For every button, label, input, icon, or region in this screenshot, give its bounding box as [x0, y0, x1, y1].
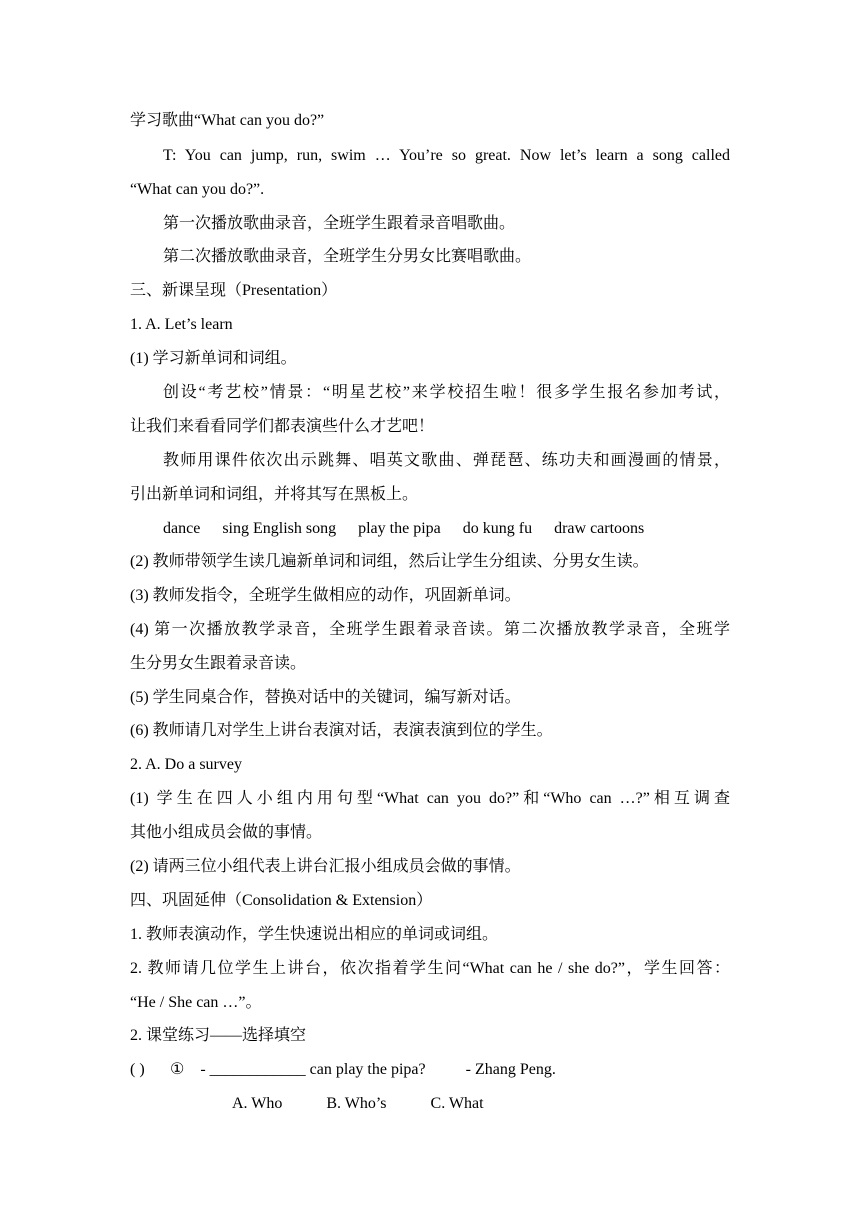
vocab-word: play the pipa	[358, 520, 441, 537]
vocab-word: dance	[163, 520, 201, 537]
list-item: (2) 教师带领学生读几遍新单词和词组，然后让学生分组读、分男女生读。	[130, 553, 649, 570]
song-title-line: 学习歌曲“What can you do?”	[130, 112, 325, 129]
paragraph-line: 第二次播放歌曲录音，全班学生分男女比赛唱歌曲。	[163, 248, 532, 265]
list-item-cont: “He / She can …”。	[130, 994, 262, 1011]
list-item-cont: 生分男女生跟着录音读。	[130, 655, 307, 672]
list-item: (2) 请两三位小组代表上讲台汇报小组成员会做的事情。	[130, 858, 521, 875]
section-heading: 四、巩固延伸（Consolidation & Extension）	[130, 892, 433, 909]
answer-paren: ( )	[130, 1061, 145, 1078]
paragraph-line: 创设“考艺校”情景：“明星艺校”来学校招生啦！很多学生报名参加考试，	[163, 384, 730, 401]
list-item: (1) 学生在四人小组内用句型“What can you do?”和“Who can …?”相互调查	[130, 790, 730, 807]
list-item-cont: 其他小组成员会做的事情。	[130, 824, 323, 841]
answer-options	[232, 1094, 832, 1114]
vocab-word: sing English song	[222, 520, 337, 537]
option-a: A. Who	[232, 1095, 283, 1112]
section-heading: 三、新课呈现（Presentation）	[130, 282, 338, 299]
list-item: 1. 教师表演动作，学生快速说出相应的单词或词组。	[130, 926, 499, 943]
paragraph-line: 让我们来看看同学们都表演些什么才艺吧！	[130, 418, 435, 435]
list-item: (1) 学习新单词和词组。	[130, 350, 297, 367]
paragraph-line: 引出新单词和词组，并将其写在黑板上。	[130, 486, 419, 503]
exercise-heading: 2. 课堂练习——选择填空	[130, 1027, 307, 1044]
question-stem: - ____________ can play the pipa?	[200, 1061, 426, 1078]
list-item: 2. 教师请几位学生上讲台，依次指着学生问“What can he / she do?”，学生回答：	[130, 960, 730, 977]
list-item: (6) 教师请几对学生上讲台表演对话，表演表演到位的学生。	[130, 722, 553, 739]
vocab-word: draw cartoons	[554, 520, 645, 537]
exercise-question	[130, 1060, 730, 1080]
teacher-line-cont: “What can you do?”.	[130, 181, 265, 198]
option-c: C. What	[430, 1095, 484, 1112]
paragraph-line: 教师用课件依次出示跳舞、唱英文歌曲、弹琵琶、练功夫和画漫画的情景，	[163, 452, 730, 469]
vocabulary-list	[163, 519, 730, 539]
teacher-line: T: You can jump, run, swim … You’re so great. Now let’s learn a song called	[163, 147, 730, 164]
list-item: (5) 学生同桌合作，替换对话中的关键词，编写新对话。	[130, 689, 521, 706]
list-item: (3) 教师发指令，全班学生做相应的动作，巩固新单词。	[130, 587, 521, 604]
vocab-word: do kung fu	[462, 520, 533, 537]
paragraph-line: 第一次播放歌曲录音，全班学生跟着录音唱歌曲。	[163, 215, 516, 232]
question-answer: - Zhang Peng.	[465, 1061, 556, 1078]
subsection-heading: 1. A. Let’s learn	[130, 316, 233, 333]
subsection-heading: 2. A. Do a survey	[130, 756, 242, 773]
option-b: B. Who’s	[326, 1095, 387, 1112]
list-item: (4) 第一次播放教学录音，全班学生跟着录音读。第二次播放教学录音，全班学	[130, 621, 730, 638]
question-number: ①	[170, 1061, 185, 1078]
